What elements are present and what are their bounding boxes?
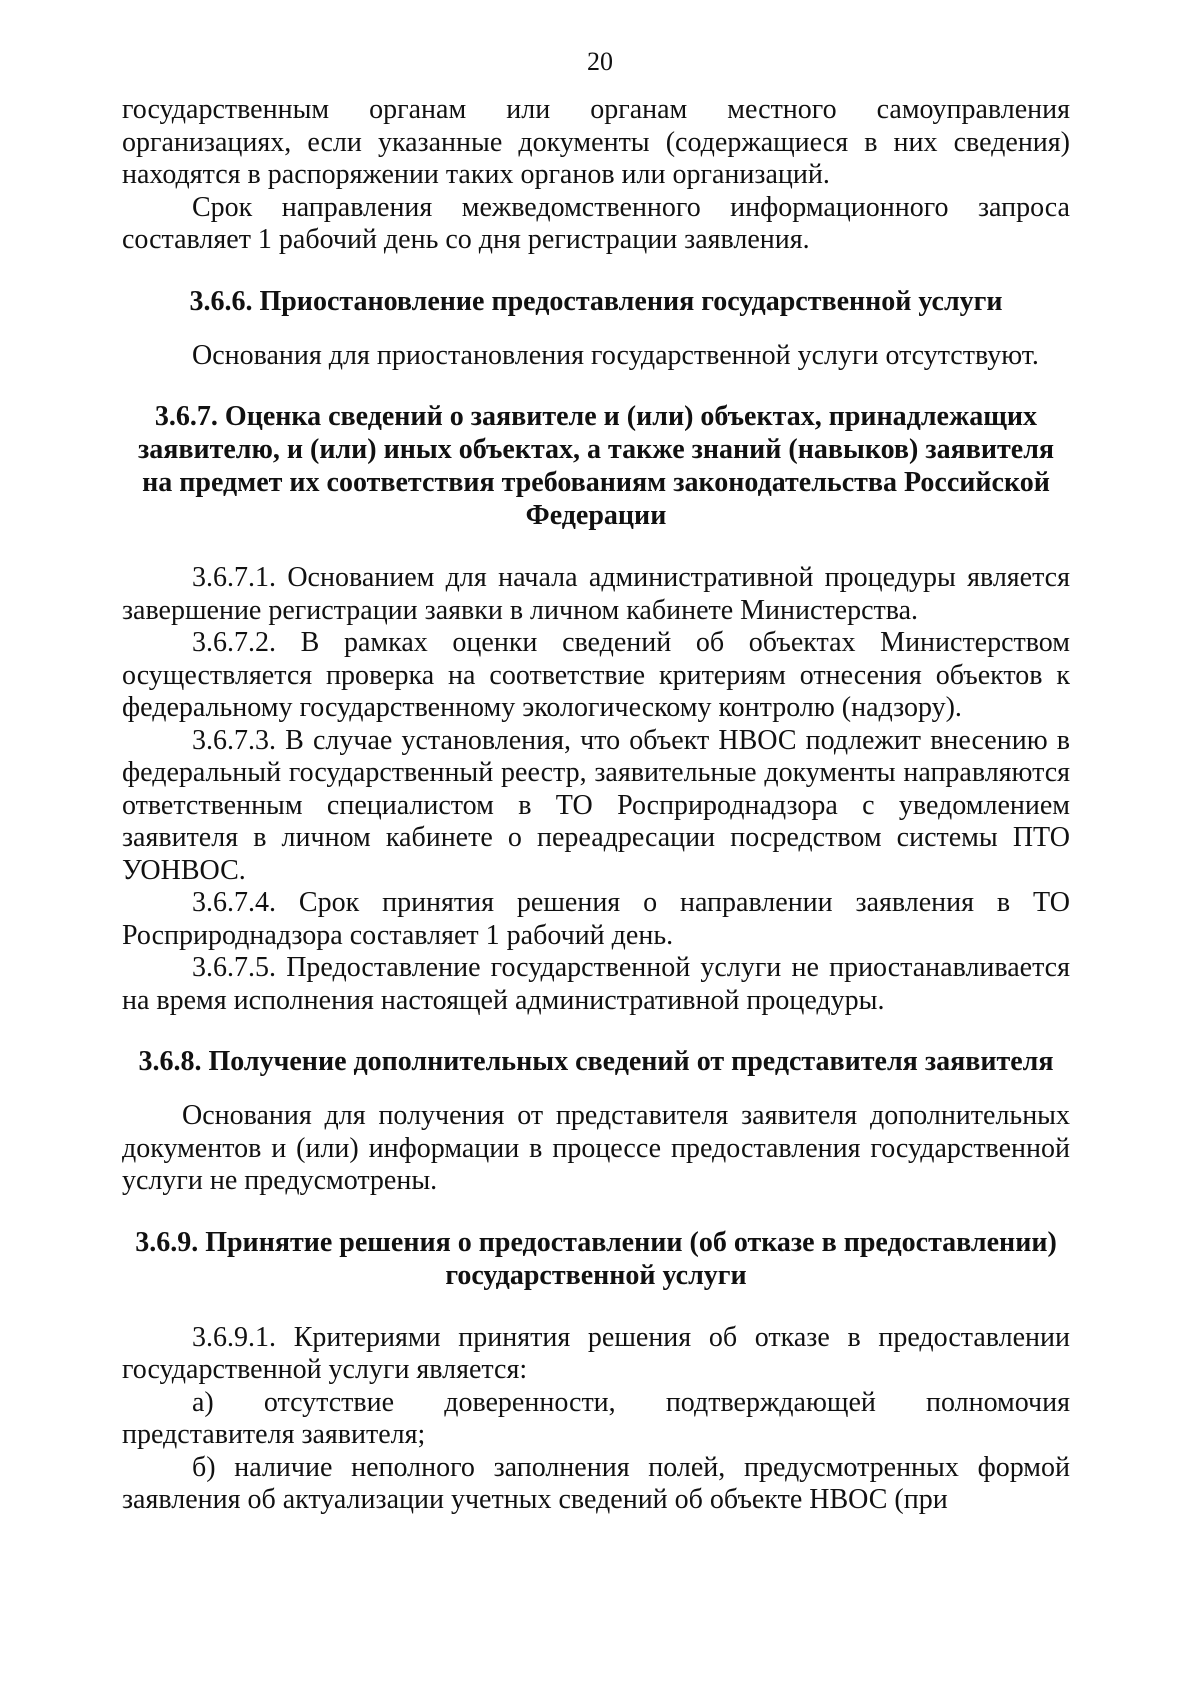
paragraph: государственным органам или органам местного самоуправления организациях, если указанные документы (содержащиеся в них сведения) находятся в распоряжении таких органов или организаций. xyxy=(122,94,1070,190)
spacer xyxy=(122,318,1070,340)
section-heading: 3.6.6. Приостановление предоставления государственной услуги xyxy=(189,285,1003,317)
page-number: 20 xyxy=(587,47,613,76)
spacer xyxy=(122,1198,1070,1226)
paragraph: б) наличие неполного заполнения полей, предусмотренных формой заявления об актуализации учетных сведений об объекте НВОС (при xyxy=(122,1451,1070,1515)
paragraph: 3.6.7.4. Срок принятия решения о направлении заявления в ТО Росприроднадзора составляет 1 рабочий день. xyxy=(122,887,1070,951)
paragraph: 3.6.7.1. Основанием для начала административной процедуры является завершение регистрации заявки в личном кабинете Министерства. xyxy=(122,562,1070,626)
paragraph: Основания для приостановления государственной услуги отсутствуют. xyxy=(192,339,1039,371)
paragraph: 3.6.7.5. Предоставление государственной услуги не приостанавливается на время исполнения настоящей административной процедуры. xyxy=(122,952,1070,1016)
section-heading: 3.6.8. Получение дополнительных сведений от представителя заявителя xyxy=(138,1046,1054,1077)
spacer xyxy=(122,1017,1070,1045)
document-body xyxy=(122,94,1070,1517)
section-heading: 3.6.7. Оценка сведений о заявителе и (или) объектах, принадлежащих заявителю, и (или) иных объектах, а также знаний (навыков) заявителя на предмет их соответствия требованиям законодательства Российской Федерации xyxy=(137,401,1055,531)
paragraph: 3.6.7.3. В случае установления, что объект НВОС подлежит внесению в федеральный государственный реестр, заявительные документы направляются ответственным специалистом в ТО Росприроднадзора с уведомлением заявителя в личном кабинете о переадресации посредством системы ПТО УОНВОС. xyxy=(122,724,1070,886)
spacer xyxy=(122,257,1070,285)
paragraph: Срок направления межведомственного информационного запроса составляет 1 рабочий день со дня регистрации заявления. xyxy=(122,191,1070,255)
spacer xyxy=(122,1078,1070,1100)
paragraph: Основания для получения от представителя заявителя дополнительных документов и (или) информации в процессе предоставления государственной услуги не предусмотрены. xyxy=(122,1100,1070,1196)
spacer xyxy=(122,1292,1070,1322)
spacer xyxy=(122,372,1070,400)
section-heading: 3.6.9. Принятие решения о предоставлении (об отказе в предоставлении) государственной услуги xyxy=(135,1226,1057,1291)
paragraph: а) отсутствие доверенности, подтверждающей полномочия представителя заявителя; xyxy=(122,1386,1070,1450)
paragraph: 3.6.7.2. В рамках оценки сведений об объектах Министерством осуществляется проверка на соответствие критериям отнесения объектов к федеральному государственному экологическому контролю (надзору). xyxy=(122,627,1070,723)
spacer xyxy=(122,532,1070,562)
paragraph: 3.6.9.1. Критериями принятия решения об отказе в предоставлении государственной услуги является: xyxy=(122,1321,1070,1385)
